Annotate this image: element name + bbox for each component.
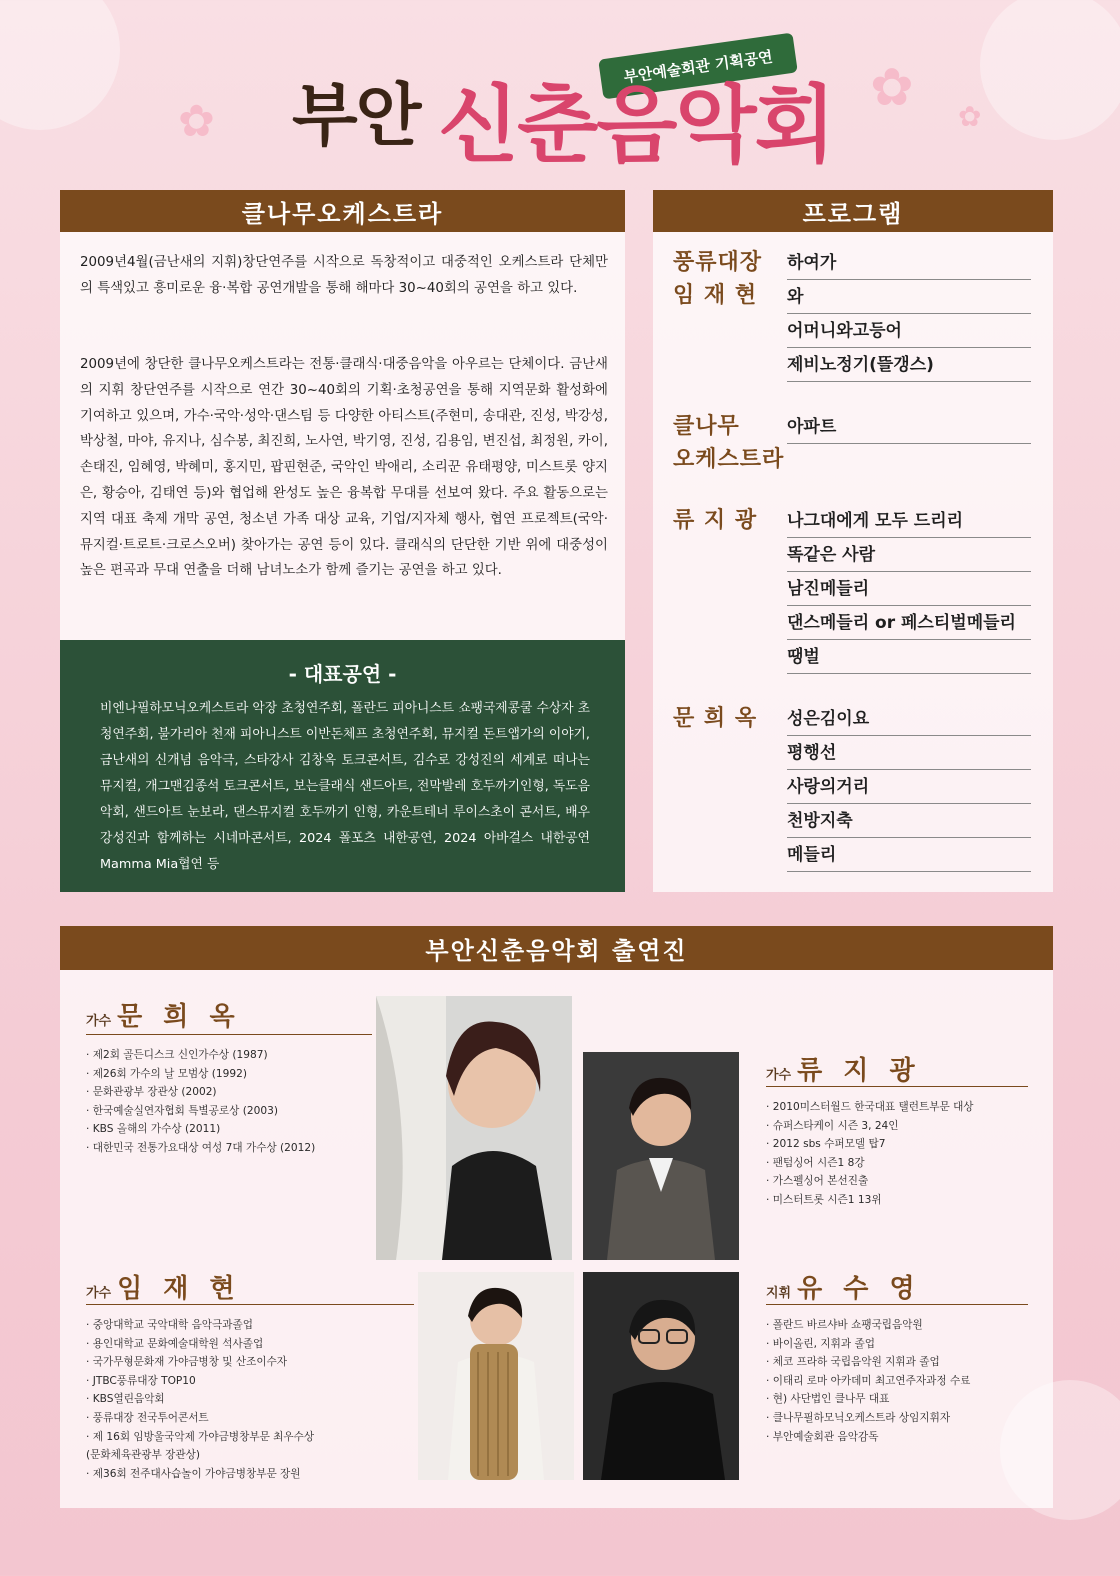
performer-heading bbox=[86, 996, 241, 1033]
performer-heading bbox=[766, 1050, 921, 1087]
divider bbox=[766, 1304, 1028, 1305]
award-item: · 이태리 로마 아카데미 최고연주자과정 수료 bbox=[766, 1374, 971, 1387]
performer-photo bbox=[583, 1052, 739, 1260]
performer-role: 가수 bbox=[766, 1068, 792, 1083]
program-song: 댄스메들리 or 페스티벌메들리 bbox=[787, 606, 1031, 640]
award-item: · 폴란드 바르샤바 쇼팽국립음악원 bbox=[766, 1319, 923, 1331]
divider bbox=[766, 1086, 1028, 1087]
divider bbox=[86, 1034, 372, 1035]
title-buan: 부안 bbox=[292, 77, 420, 156]
award-item: · KBS열린음악회 bbox=[86, 1393, 165, 1406]
ribbon-subtitle: 부안예술회관 기획공연 bbox=[598, 33, 798, 100]
cherry-blossom-icon: ✿ bbox=[958, 100, 982, 133]
program-song: 똑같은 사람 bbox=[787, 538, 1031, 572]
award-item: · 체코 프라하 국립음악원 지휘과 졸업 bbox=[766, 1356, 940, 1369]
cherry-blossom-icon: ✿ bbox=[178, 96, 215, 147]
performer-photo bbox=[583, 1272, 739, 1480]
program-song: 하여가 bbox=[787, 246, 1031, 280]
program-heading: 프로그램 bbox=[653, 190, 1053, 232]
program-song: 남진메들리 bbox=[787, 572, 1031, 606]
program-song: 메들리 bbox=[787, 838, 1031, 872]
award-item: · 가스펠싱어 본선진출 bbox=[766, 1175, 869, 1188]
award-item: · 국가무형문화재 가야금병창 및 산조이수자 bbox=[86, 1356, 288, 1369]
award-item: · 용인대학교 문화예술대학원 석사졸업 bbox=[86, 1337, 264, 1350]
award-item: · 제2회 골든디스크 신인가수상 (1987) bbox=[86, 1049, 268, 1061]
highlight-title: - 대표공연 - bbox=[288, 662, 397, 686]
program-song: 어머니와고등어 bbox=[787, 314, 1031, 348]
performer-heading bbox=[766, 1268, 921, 1305]
performer-heading bbox=[86, 1268, 241, 1305]
divider bbox=[86, 1304, 414, 1305]
highlight-box bbox=[60, 640, 625, 892]
program-song: 와 bbox=[787, 280, 1031, 314]
cherry-blossom-icon: ✿ bbox=[870, 58, 914, 118]
title-main: 신춘음악회 bbox=[438, 76, 834, 174]
award-item: · 슈퍼스타케이 시즌 3, 24인 bbox=[766, 1119, 899, 1132]
performer-photo bbox=[376, 996, 572, 1260]
performer-photo bbox=[418, 1272, 574, 1480]
highlight-text: 비엔나필하모닉오케스트라 악장 초청연주회, 폴란드 피아니스트 쇼팽국제콩쿨 수상자 초청연주회, 불가리아 천재 피아니스트 이반돈체프 초청연주회, 뮤지컬 돈트앱가의 이야기, 금난새의 신개념 음악극, 스타강사 김창옥 토크콘서트, 김수로 강성진의 세계로 떠나는 뮤지컬, 개그맨김종석 토크콘서트, 보는클래식 샌드아트, 전막발레 호두까기인형, 독도음악회, 샌드아트 눈보라, 댄스뮤지컬 호두까기 인형, 카운트테너 루이스초이 콘서트, 배우강성진과 함께하는 시네마콘서트, 2024 폴포츠 내한공연, 2024 아바걸스 내한공연 Mamma Mia협연 등 bbox=[100, 701, 590, 872]
award-item: · 문화관광부 장관상 (2002) bbox=[86, 1086, 217, 1099]
program-performer: 문 희 옥 bbox=[673, 706, 758, 731]
program-song: 나그대에게 모두 드리리 bbox=[787, 504, 1031, 538]
award-item: · 현) 사단법인 클나무 대표 bbox=[766, 1393, 890, 1406]
program-performer: 클나무 오케스트라 bbox=[673, 414, 785, 472]
program-performer: 류 지 광 bbox=[673, 508, 758, 533]
program-song: 아파트 bbox=[787, 410, 1031, 444]
performer-name: 류 지 광 bbox=[797, 1056, 921, 1086]
awards-list bbox=[86, 1316, 416, 1483]
award-item: · 제36회 전주대사습놀이 가야금병창부문 장원 bbox=[86, 1467, 301, 1480]
award-item: · JTBC풍류대장 TOP10 bbox=[86, 1374, 196, 1387]
program-song: 천방지축 bbox=[787, 804, 1031, 838]
orchestra-heading: 클나무오케스트라 bbox=[60, 190, 625, 232]
program-performer: 풍류대장 임 재 현 bbox=[673, 250, 763, 308]
award-item: · 중앙대학교 국악대학 음악극과졸업 bbox=[86, 1319, 253, 1331]
award-item: · 제 16회 임방울국악제 가야금병창부문 최우수상 bbox=[86, 1430, 315, 1443]
award-item: · 풍류대장 전국투어콘서트 bbox=[86, 1411, 209, 1424]
awards-list bbox=[86, 1046, 376, 1158]
performer-name: 임 재 현 bbox=[117, 1274, 241, 1304]
awards-list bbox=[766, 1098, 1036, 1210]
award-item: (문화체육관광부 장관상) bbox=[86, 1449, 200, 1462]
program-song: 사랑의거리 bbox=[787, 770, 1031, 804]
award-item: · KBS 올해의 가수상 (2011) bbox=[86, 1123, 221, 1136]
program-song: 제비노정기(뜰갱스) bbox=[787, 348, 1031, 382]
award-item: · 제26회 가수의 날 모범상 (1992) bbox=[86, 1067, 248, 1080]
program-song: 평행선 bbox=[787, 736, 1031, 770]
award-item: · 클나무필하모닉오케스트라 상임지휘자 bbox=[766, 1411, 951, 1424]
performer-role: 지휘 bbox=[766, 1286, 792, 1301]
performer-name: 문 희 옥 bbox=[117, 1002, 241, 1032]
awards-list bbox=[766, 1316, 1036, 1446]
page-header bbox=[0, 0, 1120, 180]
award-item: · 미스터트롯 시즌1 13위 bbox=[766, 1193, 882, 1206]
award-item: · 대한민국 전통가요대상 여성 7대 가수상 (2012) bbox=[86, 1141, 316, 1154]
award-item: · 2012 sbs 수퍼모델 탑7 bbox=[766, 1138, 886, 1151]
award-item: · 부안예술회관 음악감독 bbox=[766, 1430, 879, 1443]
award-item: · 바이올린, 지휘과 졸업 bbox=[766, 1337, 875, 1350]
cast-heading: 부안신춘음악회 출연진 bbox=[60, 926, 1053, 970]
award-item: · 한국예술실연자협회 특별공로상 (2003) bbox=[86, 1104, 278, 1117]
performer-name: 유 수 영 bbox=[797, 1274, 921, 1304]
orchestra-paragraph-1: 2009년4월(금난새의 지휘)창단연주를 시작으로 독창적이고 대중적인 오케스트라 단체만의 특색있고 흥미로운 융·복합 공연개발을 통해 해마다 30~40회의 공연을 하고 있다. bbox=[80, 255, 608, 296]
award-item: · 팬텀싱어 시즌1 8강 bbox=[766, 1156, 865, 1169]
program-song: 땡벌 bbox=[787, 640, 1031, 674]
orchestra-paragraph-2: 2009년에 창단한 클나무오케스트라는 전통·클래식·대중음악을 아우르는 단체이다. 금난새의 지휘 창단연주를 시작으로 연간 30~40회의 기획·초청공연을 통해 지역문화 활성화에 기여하고 있으며, 가수·국악·성악·댄스팀 등 다양한 아티스트(주현미, 송대관, 진성, 박강성, 박상철, 마야, 유지나, 심수봉, 최진희, 노사연, 박기영, 진성, 김용임, 변진섭, 최정원, 카이, 손태진, 임혜영, 박혜미, 홍지민, 팝핀현준, 국악인 박애리, 소리꾼 유태평양, 미스트롯 양지은, 황승아, 김태연 등)와 협업해 완성도 높은 융복합 무대를 선보여 왔다. 주요 활동으로는 지역 대표 축제 개막 공연, 청소년 가족 대상 교육, 기업/지자체 행사, 협연 프로젝트(국악·뮤지컬·트로트·크로스오버) 찾아가는 공연 등이 있다. 클래식의 단단한 기반 위에 대중성이 높은 편곡과 무대 연출을 더해 남녀노소가 함께 즐기는 공연을 하고 있다. bbox=[80, 357, 608, 579]
performer-role: 가수 bbox=[86, 1014, 112, 1029]
award-item: · 2010미스터월드 한국대표 탤런트부문 대상 bbox=[766, 1101, 974, 1113]
performer-role: 가수 bbox=[86, 1286, 112, 1301]
program-song: 성은김이요 bbox=[787, 702, 1031, 736]
